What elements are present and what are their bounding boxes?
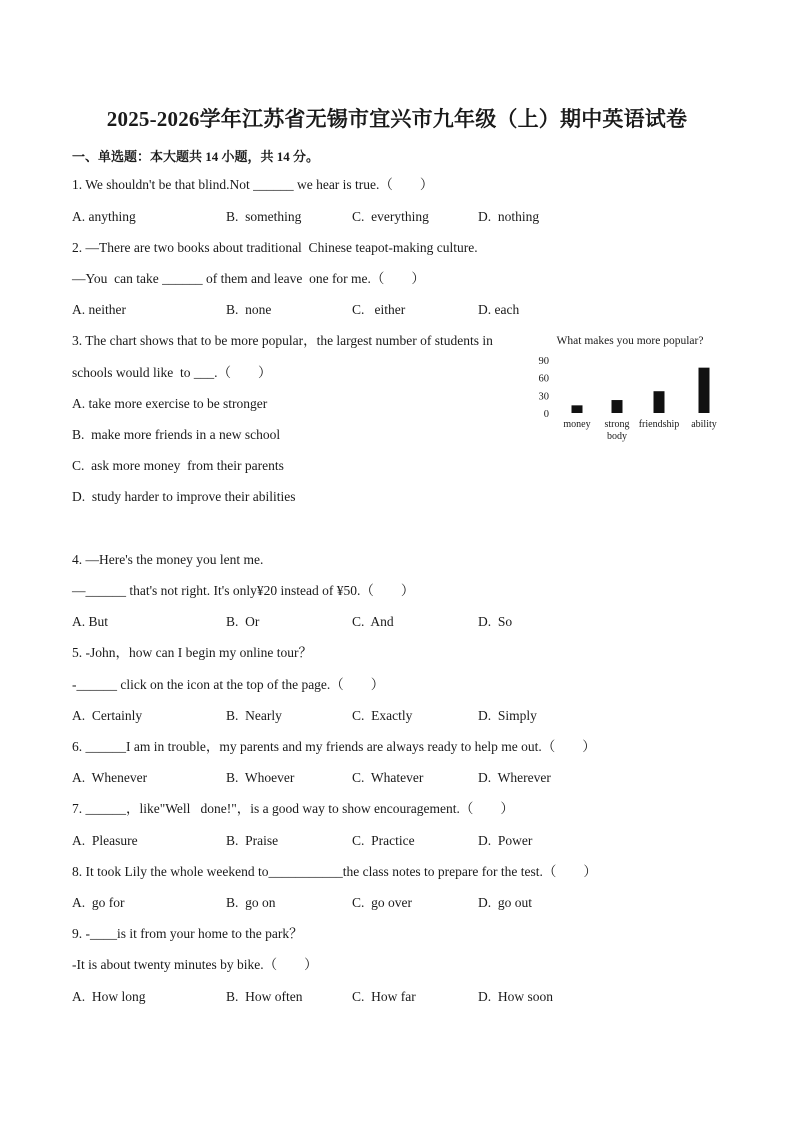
- question-2-option-d[interactable]: D. each: [478, 302, 520, 317]
- chart-x-label: money: [563, 419, 591, 430]
- question-7-option-a[interactable]: A. Pleasure: [72, 833, 138, 848]
- question-3-option-d[interactable]: D. study harder to improve their abilities: [72, 489, 296, 504]
- chart-y-ticks: [539, 356, 550, 420]
- question-8-option-a[interactable]: A. go for: [72, 895, 125, 910]
- question-4-stem-line-2: —______ that's not right. It's only¥20 instead of ¥50.（ ）: [72, 583, 415, 598]
- question-9-option-c[interactable]: C. How far: [352, 989, 416, 1004]
- chart-svg: [530, 330, 730, 445]
- question-1-option-d[interactable]: D. nothing: [478, 209, 540, 224]
- chart-x-label: strong: [604, 419, 630, 430]
- chart-bar-strong-body: [612, 400, 623, 413]
- question-8-option-b[interactable]: B. go on: [226, 895, 276, 910]
- question-6-option-b[interactable]: B. Whoever: [226, 770, 295, 785]
- question-9-option-a[interactable]: A. How long: [72, 989, 146, 1004]
- question-2-stem: 2. —There are two books about traditional Chinese teapot-making culture.: [72, 240, 478, 255]
- question-6-option-d[interactable]: D. Wherever: [478, 770, 551, 785]
- question-6-stem: 6. ______I am in trouble，my parents and my friends are always ready to help me out.（ ）: [72, 739, 596, 754]
- chart-bars: [572, 368, 710, 413]
- question-1-option-b[interactable]: B. something: [226, 209, 302, 224]
- question-4-stem: 4. —Here's the money you lent me.: [72, 552, 264, 567]
- question-4-option-b[interactable]: B. Or: [226, 614, 260, 629]
- chart-y-tick-label: 90: [538, 356, 549, 367]
- question-7-stem: 7. ______，like"Well done!"，is a good way to show encouragement.（ ）: [72, 801, 514, 816]
- chart-x-label: friendship: [638, 419, 680, 430]
- chart-y-tick-label: 30: [538, 391, 549, 403]
- question-1-stem: 1. We shouldn't be that blind.Not ______ we hear is true.（ ）: [72, 177, 434, 192]
- question-3-option-c[interactable]: C. ask more money from their parents: [72, 458, 284, 473]
- question-3-stem: 3. The chart shows that to be more popular，the largest number of students in: [72, 333, 493, 348]
- question-9-stem: 9. -____is it from your home to the park？: [72, 926, 303, 941]
- question-2-option-c[interactable]: C. either: [352, 302, 406, 317]
- question-9-option-d[interactable]: D. How soon: [478, 989, 554, 1004]
- question-3-option-a[interactable]: A. take more exercise to be stronger: [72, 396, 268, 411]
- question-8-stem: 8. It took Lily the whole weekend to___________the class notes to prepare for the test.（ ）: [72, 864, 597, 879]
- question-2-option-a[interactable]: A. neither: [72, 302, 126, 317]
- question-6-option-a[interactable]: A. Whenever: [72, 770, 148, 785]
- chart-y-tick-label: 60: [538, 373, 549, 385]
- question-4-option-c[interactable]: C. And: [352, 614, 394, 629]
- question-1-option-c[interactable]: C. everything: [352, 209, 429, 224]
- popularity-bar-chart: [530, 330, 730, 445]
- question-1-option-a[interactable]: A. anything: [72, 209, 136, 224]
- chart-title: What makes you more popular?: [556, 335, 704, 347]
- question-9-stem-line-2: -It is about twenty minutes by bike.（ ）: [72, 957, 318, 972]
- chart-bar-ability: [699, 368, 710, 413]
- question-5-option-a[interactable]: A. Certainly: [72, 708, 143, 723]
- question-5-option-c[interactable]: C. Exactly: [352, 708, 413, 723]
- question-7-option-d[interactable]: D. Power: [478, 833, 533, 848]
- section-heading: 一、单选题：本大题共 14 小题，共 14 分。: [72, 149, 320, 164]
- question-8-option-d[interactable]: D. go out: [478, 895, 532, 910]
- question-6-option-c[interactable]: C. Whatever: [352, 770, 424, 785]
- question-3-option-b[interactable]: B. make more friends in a new school: [72, 427, 281, 442]
- question-4-option-a[interactable]: A. But: [72, 614, 109, 629]
- question-3-stem-line-2: schools would like to ___.（ ）: [72, 365, 272, 380]
- chart-x-labels: [563, 419, 716, 442]
- chart-bar-money: [572, 405, 583, 413]
- question-8-option-c[interactable]: C. go over: [352, 895, 412, 910]
- question-5-option-d[interactable]: D. Simply: [478, 708, 537, 723]
- question-5-option-b[interactable]: B. Nearly: [226, 708, 282, 723]
- chart-y-tick-label: 0: [543, 409, 549, 420]
- question-4-option-d[interactable]: D. So: [478, 614, 513, 629]
- question-9-option-b[interactable]: B. How often: [226, 989, 303, 1004]
- question-5-stem-line-2: -______ click on the icon at the top of the page.（ ）: [72, 677, 385, 692]
- question-5-stem: 5. -John，how can I begin my online tour？: [72, 645, 312, 660]
- chart-x-label: body: [607, 431, 627, 442]
- chart-x-label: ability: [691, 419, 717, 430]
- chart-bar-friendship: [654, 391, 665, 413]
- question-2-stem-line-2: —You can take ______ of them and leave one for me.（ ）: [72, 271, 425, 286]
- page-title: 2025-2026学年江苏省无锡市宜兴市九年级（上）期中英语试卷: [106, 107, 688, 131]
- question-7-option-b[interactable]: B. Praise: [226, 833, 279, 848]
- question-2-option-b[interactable]: B. none: [226, 302, 272, 317]
- question-7-option-c[interactable]: C. Practice: [352, 833, 415, 848]
